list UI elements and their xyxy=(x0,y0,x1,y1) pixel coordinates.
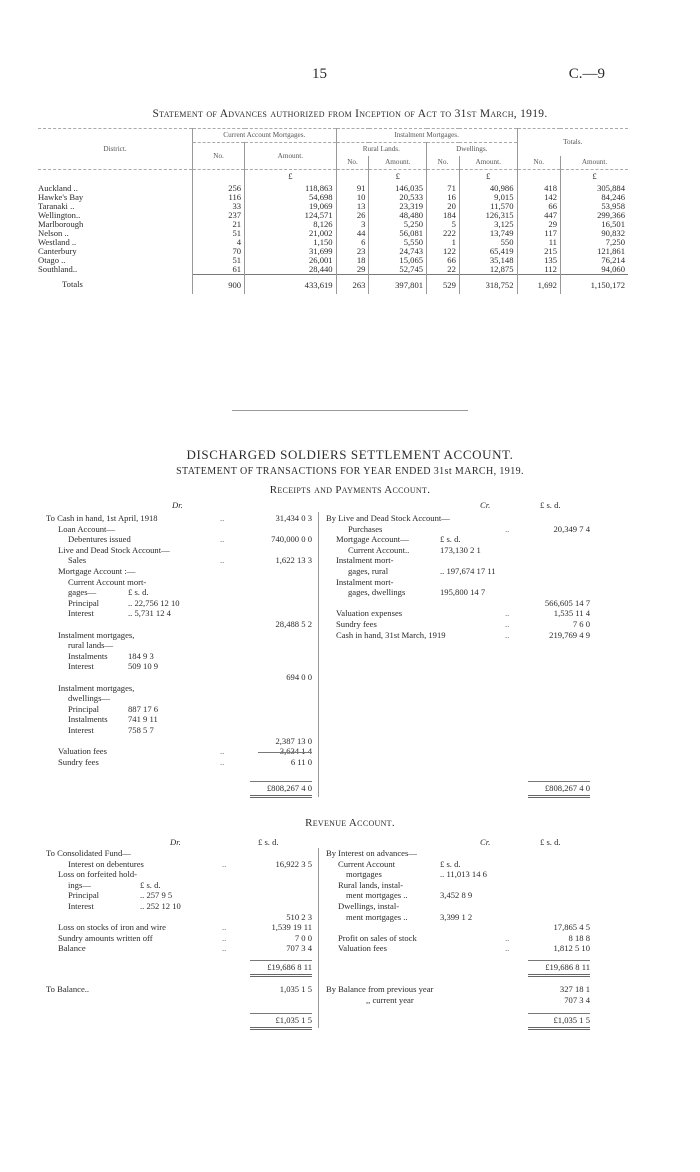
district-name: Hawke's Bay xyxy=(38,191,84,202)
table-cell: 13,749 xyxy=(459,229,517,238)
right-entry: By Live and Dead Stock Account— xyxy=(326,513,450,523)
column-divider xyxy=(318,848,319,1028)
table-cell: 184 xyxy=(427,211,460,220)
balance-right-entry: By Balance from previous year xyxy=(326,984,434,994)
right-entry: Current Account.. xyxy=(348,544,410,555)
left-entry: Current Account mort- xyxy=(68,576,147,587)
table-cell: 26,001 xyxy=(245,256,337,265)
table-cell: 3,125 xyxy=(459,220,517,229)
left-entry: Interest xyxy=(68,725,94,735)
table-cell: 5 xyxy=(427,220,460,229)
dr-label: Dr. xyxy=(172,500,183,510)
table-cell: 5,250 xyxy=(369,220,427,229)
right-amount: 20,349 7 4 xyxy=(553,523,590,534)
table-cell: 1,150 xyxy=(245,238,337,247)
table-cell: 118,863 xyxy=(245,184,337,193)
table-cell: 124,571 xyxy=(245,211,337,220)
table-cell: 126,315 xyxy=(459,211,517,220)
table-cell: 51 xyxy=(193,256,245,265)
revenue-sub-amount: .. 257 9 5 xyxy=(140,890,173,901)
table-cell: 48,480 xyxy=(369,211,427,220)
table-cell: 33 xyxy=(193,202,245,211)
revenue-right-entry: Dwellings, instal- xyxy=(338,901,400,911)
pound-sign: £ xyxy=(560,170,628,184)
district-name: Taranaki .. xyxy=(38,200,75,211)
right-entry: Mortgage Account— xyxy=(336,534,409,545)
revenue-right-entry: Rural lands, instal- xyxy=(338,879,404,890)
total-rule xyxy=(250,960,312,961)
leader-dots: .. xyxy=(505,523,510,534)
col-amount: Amount. xyxy=(459,156,517,170)
revenue-sub-amount: .. 252 12 10 xyxy=(140,901,181,911)
table-cell: 70 xyxy=(193,247,245,256)
table-cell: 305,884 xyxy=(560,184,628,193)
table-cell: 22 xyxy=(427,265,460,275)
table-cell: 53,958 xyxy=(560,202,628,211)
table-cell: 28,440 xyxy=(245,265,337,275)
total-rule xyxy=(528,974,590,977)
table-cell: 16,501 xyxy=(560,220,628,229)
table-cell: 16 xyxy=(427,193,460,202)
table-cell: 299,366 xyxy=(560,211,628,220)
revenue-sub-amount: 3,399 1 2 xyxy=(440,911,473,922)
right-entry: gages, rural xyxy=(348,566,389,576)
lsd-header: £ s. d. xyxy=(540,500,561,510)
table-cell: 94,060 xyxy=(560,265,628,275)
table-cell: 20 xyxy=(427,202,460,211)
cr-label: Cr. xyxy=(480,837,491,847)
left-entry: Sales xyxy=(68,555,87,566)
total-rule xyxy=(528,1013,590,1014)
right-amount: 1,535 11 4 xyxy=(553,608,590,619)
total-rule xyxy=(528,960,590,961)
district-name: Auckland .. xyxy=(38,182,78,193)
left-entry: gages— xyxy=(68,587,97,598)
left-entry: Principal xyxy=(68,703,100,714)
revenue-right-entry: Profit on sales of stock xyxy=(338,932,417,943)
left-entry: Loan Account— xyxy=(58,523,116,534)
table-cell: 21,002 xyxy=(245,229,337,238)
district-header: District. xyxy=(103,144,127,153)
lsd-header: £ s. d. xyxy=(258,837,279,847)
right-entry: gages, dwellings xyxy=(348,587,406,598)
right-sub-amount: 173,130 2 1 xyxy=(440,544,481,555)
totals-cell: 318,752 xyxy=(459,274,517,294)
left-entry: Live and Dead Stock Account— xyxy=(58,544,170,555)
table-cell: 35,148 xyxy=(459,256,517,265)
right-amount: 7 6 0 xyxy=(572,619,590,629)
revenue-sub-amount: £ s. d. xyxy=(140,879,161,890)
revenue-left-entry: Principal xyxy=(68,890,100,901)
revenue-left-entry: ings— xyxy=(68,879,91,890)
district-name: Wellington.. xyxy=(38,209,81,220)
cr-label: Cr. xyxy=(480,500,491,510)
left-entry: Debentures issued xyxy=(68,534,131,545)
table-cell: 142 xyxy=(517,193,560,202)
leader-dots: .. xyxy=(220,555,225,566)
table-cell: 256 xyxy=(193,184,245,193)
left-amount: 740,000 0 0 xyxy=(271,534,312,545)
left-sub-amount: .. 22,756 12 10 xyxy=(128,597,180,608)
revenue-left-entry: Interest xyxy=(68,901,94,911)
right-entry: Instalment mort- xyxy=(336,555,394,566)
left-entry: To Cash in hand, 1st April, 1918 xyxy=(46,513,158,523)
dwellings-header: Dwellings. xyxy=(427,143,517,157)
table-cell: 146,035 xyxy=(369,184,427,193)
table-cell: 3 xyxy=(336,220,369,229)
right-sub-amount: .. 197,674 17 11 xyxy=(440,566,496,576)
left-entry: Mortgage Account :— xyxy=(58,566,136,576)
left-sub-amount: 741 9 11 xyxy=(128,714,158,725)
table-cell: 91 xyxy=(336,184,369,193)
table-cell: 550 xyxy=(459,238,517,247)
left-sub-amount: 509 10 9 xyxy=(128,661,159,672)
left-entry: dwellings— xyxy=(68,693,111,704)
left-entry: Principal xyxy=(68,597,100,608)
table-cell: 40,986 xyxy=(459,184,517,193)
right-entry: Instalment mort- xyxy=(336,576,394,587)
table-cell: 26 xyxy=(336,211,369,220)
revenue-right-total: £19,686 8 11 xyxy=(545,962,590,972)
table-cell: 1 xyxy=(427,238,460,247)
revenue-right-amount: 1,812 5 10 xyxy=(553,943,590,954)
table-cell: 66 xyxy=(517,202,560,211)
leader-dots: .. xyxy=(505,932,510,943)
table-cell: 13 xyxy=(336,202,369,211)
leader-dots: .. xyxy=(220,513,225,523)
revenue-left-amount: 707 3 4 xyxy=(286,943,312,954)
table-cell: 21 xyxy=(193,220,245,229)
left-sub-amount: £ s. d. xyxy=(128,587,149,598)
revenue-right-amount: 17,865 4 5 xyxy=(553,922,590,933)
balance-left-entry: To Balance.. xyxy=(46,984,90,994)
table-cell: 7,250 xyxy=(560,238,628,247)
totals-header: Totals. xyxy=(517,129,628,157)
dss-title: DISCHARGED SOLDIERS SETTLEMENT ACCOUNT. xyxy=(186,447,514,462)
revenue-left-amount: 510 2 3 xyxy=(286,911,312,922)
revenue-left-entry: Sundry amounts written off xyxy=(58,932,153,943)
leader-dots: .. xyxy=(222,943,227,954)
revenue-right-entry: Current Account xyxy=(338,858,396,869)
col-no: No. xyxy=(193,143,245,170)
left-entry: rural lands— xyxy=(68,640,114,651)
table-cell: 61 xyxy=(193,265,245,275)
right-amount: 566,605 14 7 xyxy=(544,597,590,608)
left-amount: 2,387 13 0 xyxy=(275,735,312,746)
table-cell: 11,570 xyxy=(459,202,517,211)
totals-cell: 900 xyxy=(193,274,245,294)
balance-left-amount: 1,035 1 5 xyxy=(279,984,312,994)
table-cell: 20,533 xyxy=(369,193,427,202)
left-amount: 1,622 13 3 xyxy=(275,555,312,566)
revenue-left-entry: Loss on stocks of iron and wire xyxy=(58,922,166,933)
district-name: Southland.. xyxy=(38,263,78,274)
revenue-right-entry: By Interest on advances— xyxy=(326,848,417,858)
pound-sign: £ xyxy=(245,170,337,184)
leader-dots: .. xyxy=(220,756,225,767)
revenue-left-entry: To Consolidated Fund— xyxy=(46,848,131,858)
table-cell: 19,069 xyxy=(245,202,337,211)
totals-cell: 529 xyxy=(427,274,460,294)
balance-right-total: £1,035 1 5 xyxy=(553,1015,590,1025)
district-name: Westland .. xyxy=(38,236,77,247)
table-cell: 65,419 xyxy=(459,247,517,256)
rural-header: Rural Lands. xyxy=(336,143,426,157)
table-cell: 44 xyxy=(336,229,369,238)
total-rule xyxy=(250,781,312,782)
table-cell: 24,743 xyxy=(369,247,427,256)
lsd-header: £ s. d. xyxy=(540,837,561,847)
revenue-right-entry: ment mortgages .. xyxy=(346,890,408,901)
column-divider xyxy=(318,512,319,797)
revenue-left-total: £19,686 8 11 xyxy=(267,962,312,972)
instalment-header: Instalment Mortgages. xyxy=(336,129,517,143)
totals-cell: 433,619 xyxy=(245,274,337,294)
table-cell: 23 xyxy=(336,247,369,256)
leader-dots: .. xyxy=(505,619,510,629)
left-entry: Sundry fees xyxy=(58,756,99,767)
totals-cell: 1,150,172 xyxy=(560,274,628,294)
revenue-sub-amount: 3,452 8 9 xyxy=(440,890,473,901)
table-cell: 117 xyxy=(517,229,560,238)
table-cell: 6 xyxy=(336,238,369,247)
table-cell: 90,832 xyxy=(560,229,628,238)
leader-dots: .. xyxy=(505,629,510,640)
col-amount: Amount. xyxy=(245,143,337,170)
right-amount: 219,769 4 9 xyxy=(549,629,590,640)
col-no: No. xyxy=(336,156,369,170)
table-cell: 447 xyxy=(517,211,560,220)
revenue-left-entry: Interest on debentures xyxy=(68,858,144,869)
left-amount: 28,488 5 2 xyxy=(275,619,312,629)
leader-dots: .. xyxy=(220,746,225,757)
table-cell: 5,550 xyxy=(369,238,427,247)
table-cell: 8,126 xyxy=(245,220,337,229)
right-sub-amount: 195,800 14 7 xyxy=(440,587,486,598)
balance-right-entry: ,, current year xyxy=(366,994,414,1005)
table-cell: 10 xyxy=(336,193,369,202)
left-sub-amount: .. 5,731 12 4 xyxy=(128,608,171,619)
right-entry: Sundry fees xyxy=(336,619,377,629)
table-cell: 51 xyxy=(193,229,245,238)
section-code: C.—9 xyxy=(568,66,605,82)
table-cell: 31,699 xyxy=(245,247,337,256)
table-cell: 418 xyxy=(517,184,560,193)
table-cell: 4 xyxy=(193,238,245,247)
table-cell: 15,065 xyxy=(369,256,427,265)
totals-cell: 1,692 xyxy=(517,274,560,294)
left-amount: 694 0 0 xyxy=(286,672,312,682)
left-entry: Instalments xyxy=(68,650,108,661)
left-entry: Instalment mortgages, xyxy=(58,682,135,693)
table-cell: 112 xyxy=(517,265,560,275)
total-rule xyxy=(250,974,312,977)
total-rule xyxy=(528,795,590,798)
table-cell: 56,081 xyxy=(369,229,427,238)
table-cell: 29 xyxy=(336,265,369,275)
table-cell: 12,875 xyxy=(459,265,517,275)
col-amount: Amount. xyxy=(560,156,628,170)
pound-sign: £ xyxy=(369,170,427,184)
left-total: £808,267 4 0 xyxy=(266,783,312,793)
balance-right-amount: 327 18 1 xyxy=(559,984,590,994)
revenue-left-entry: Loss on forfeited hold- xyxy=(58,869,137,880)
table-cell: 215 xyxy=(517,247,560,256)
left-sub-amount: 887 17 6 xyxy=(128,703,159,714)
current-account-header: Current Account Mortgages. xyxy=(193,129,337,143)
table-cell: 121,861 xyxy=(560,247,628,256)
revenue-account-title: Revenue Account. xyxy=(305,817,395,829)
leader-dots: .. xyxy=(505,608,510,619)
revenue-left-entry: Balance xyxy=(58,943,86,954)
sum-rule xyxy=(258,752,312,753)
right-entry: Valuation expenses xyxy=(336,608,403,619)
page-number: 15 xyxy=(312,66,327,82)
left-sub-amount: 758 5 7 xyxy=(128,725,154,735)
receipts-payments-title: Receipts and Payments Account. xyxy=(269,484,431,496)
revenue-left-amount: 16,922 3 5 xyxy=(275,858,312,869)
pound-sign: £ xyxy=(459,170,517,184)
table-cell: 52,745 xyxy=(369,265,427,275)
table-cell: 71 xyxy=(427,184,460,193)
revenue-right-entry: Valuation fees xyxy=(338,943,387,954)
totals-label: Totals xyxy=(62,279,83,290)
revenue-right-amount: 8 18 8 xyxy=(568,932,590,943)
left-amount: 6 11 0 xyxy=(290,756,312,767)
table-cell: 11 xyxy=(517,238,560,247)
left-entry: Instalment mortgages, xyxy=(58,629,135,640)
table-cell: 122 xyxy=(427,247,460,256)
left-entry: Interest xyxy=(68,608,94,619)
left-amount: 3,634 1 4 xyxy=(279,746,312,757)
leader-dots: .. xyxy=(505,943,510,954)
total-rule xyxy=(250,795,312,798)
table-cell: 76,214 xyxy=(560,256,628,265)
table-cell: 23,319 xyxy=(369,202,427,211)
left-entry: Instalments xyxy=(68,714,108,725)
table-cell: 237 xyxy=(193,211,245,220)
table-cell: 66 xyxy=(427,256,460,265)
district-name: Otago .. xyxy=(38,254,66,265)
right-entry: Purchases xyxy=(348,523,383,534)
advances-title: Statement of Advances authorized from Inception of Act to 31st March, 1919. xyxy=(152,108,548,120)
balance-right-amount: 707 3 4 xyxy=(564,994,590,1005)
table-cell: 54,698 xyxy=(245,193,337,202)
right-entry: Cash in hand, 31st March, 1919 xyxy=(336,629,446,640)
balance-left-total: £1,035 1 5 xyxy=(275,1015,312,1025)
table-cell: 222 xyxy=(427,229,460,238)
table-cell: 84,246 xyxy=(560,193,628,202)
totals-cell: 397,801 xyxy=(369,274,427,294)
leader-dots: .. xyxy=(222,858,227,869)
left-entry: Interest xyxy=(68,661,94,672)
col-no: No. xyxy=(517,156,560,170)
left-amount: 31,434 0 3 xyxy=(275,513,312,523)
total-rule xyxy=(528,781,590,782)
table-cell: 116 xyxy=(193,193,245,202)
leader-dots: .. xyxy=(222,932,227,943)
col-no: No. xyxy=(427,156,460,170)
col-amount: Amount. xyxy=(369,156,427,170)
revenue-right-entry: mortgages xyxy=(346,869,382,880)
revenue-sub-amount: .. 11,013 14 6 xyxy=(440,869,487,880)
table-cell: 29 xyxy=(517,220,560,229)
leader-dots: .. xyxy=(222,922,227,933)
table-cell: 18 xyxy=(336,256,369,265)
revenue-left-amount: 1,539 19 11 xyxy=(271,922,312,933)
table-cell: 135 xyxy=(517,256,560,265)
right-sub-amount: £ s. d. xyxy=(440,534,461,545)
dr-label: Dr. xyxy=(170,837,181,847)
total-rule xyxy=(250,1013,312,1014)
district-name: Canterbury xyxy=(38,245,77,256)
dss-subtitle: STATEMENT OF TRANSACTIONS FOR YEAR ENDED 31st MARCH, 1919. xyxy=(176,466,524,477)
left-entry: Valuation fees xyxy=(58,746,107,757)
revenue-left-amount: 7 0 0 xyxy=(294,932,312,943)
leader-dots: .. xyxy=(220,534,225,545)
totals-cell: 263 xyxy=(336,274,369,294)
table-cell: 9,015 xyxy=(459,193,517,202)
district-name: Marlborough xyxy=(38,218,84,229)
total-rule xyxy=(250,1027,312,1030)
revenue-right-entry: ment mortgages .. xyxy=(346,911,408,922)
right-total: £808,267 4 0 xyxy=(544,783,590,793)
left-sub-amount: 184 9 3 xyxy=(128,650,154,661)
revenue-sub-amount: £ s. d. xyxy=(440,858,461,869)
district-name: Nelson .. xyxy=(38,227,69,238)
total-rule xyxy=(528,1027,590,1030)
